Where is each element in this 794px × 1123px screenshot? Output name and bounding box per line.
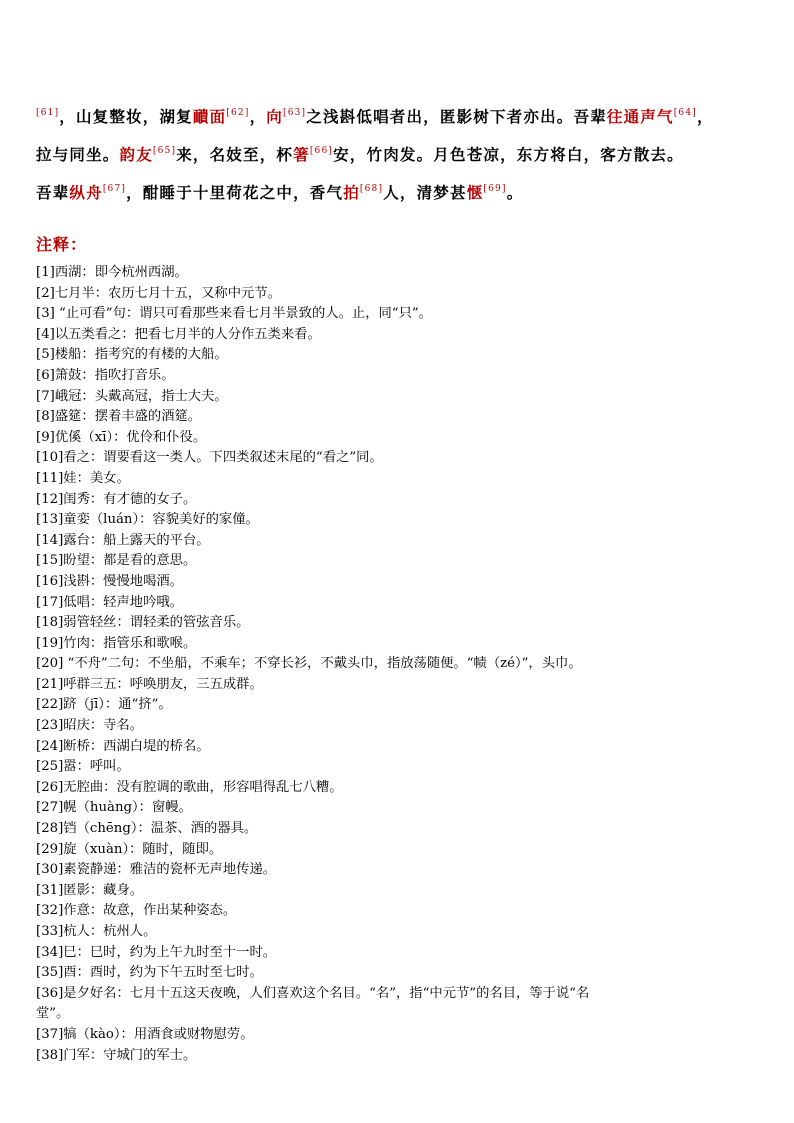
note-item: [12]闺秀：有才德的女子。	[36, 491, 197, 507]
note-item: [9]优傒（xī）：优伶和仆役。	[36, 429, 207, 445]
note-item: [21]呼群三五：呼唤朋友，三五成群。	[36, 676, 263, 692]
note-item: 堂”。	[36, 1006, 70, 1022]
note-item: [4]以五类看之：把看七月半的人分作五类来看。	[36, 326, 321, 342]
note-item: [27]幌（huàng）：窗幔。	[36, 800, 192, 816]
note-item: [35]酉：酉时，约为下午五时至七时。	[36, 965, 263, 981]
note-item: [24]断桥：西湖白堤的桥名。	[36, 738, 210, 754]
passage-text-segment: ，山复整妆，湖复	[59, 107, 193, 126]
note-item: [13]童娈（luán）：容貌美好的家僮。	[36, 512, 259, 528]
passage-text-segment: 人，清梦甚	[383, 183, 467, 202]
passage-text-segment: ，	[249, 107, 267, 126]
highlighted-word: 往通声气	[606, 107, 674, 126]
note-item: [34]巳：巳时，约为上午九时至十一时。	[36, 944, 277, 960]
passage-text-segment: 来，名妓至，杯	[176, 145, 294, 164]
note-item: [29]旋（xuàn）：随时，随即。	[36, 841, 223, 857]
passage-text-segment: ，酣睡于十里荷花之中，香气	[126, 183, 344, 202]
note-item: [5]楼船：指考究的有楼的大船。	[36, 347, 228, 363]
highlighted-word: 向	[266, 107, 283, 126]
passage-text-segment: 安，竹肉发。月色苍凉，东方将白，客方散去。	[333, 145, 684, 164]
notes-heading: 注释：	[36, 235, 88, 254]
note-item: [20] “不舟”二句：不坐船，不乘车；不穿长衫，不戴头巾，指放荡随便。“帻（zé）”，头巾。	[36, 656, 582, 672]
note-item: [8]盛筵：摆着丰盛的酒筵。	[36, 409, 202, 425]
note-reference: [66]	[309, 146, 334, 156]
note-item: [19]竹肉：指管乐和歌喉。	[36, 635, 197, 651]
note-reference: [65]	[152, 146, 177, 156]
note-item: [18]弱管轻丝：谓轻柔的管弦音乐。	[36, 615, 250, 631]
highlighted-word: 拍	[343, 183, 360, 202]
highlighted-word: 靧面	[192, 107, 227, 126]
note-reference: [69]	[483, 184, 507, 194]
highlighted-word: 箸	[293, 145, 310, 164]
note-item: [22]跻（jī）：通“挤”。	[36, 697, 172, 713]
note-item: [1]西湖：即今杭州西湖。	[36, 265, 188, 280]
note-item: [14]露台：船上露天的平台。	[36, 532, 210, 548]
passage-text-segment: 。	[506, 183, 524, 202]
note-item: [11]娃：美女。	[36, 470, 130, 486]
passage-line-1	[36, 98, 766, 136]
note-reference: [64]	[673, 108, 697, 118]
note-reference: [67]	[102, 184, 127, 194]
note-item: [28]铛（chēng）：温茶、酒的器具。	[36, 821, 258, 837]
note-item: [17]低唱：轻声地吟哦。	[36, 594, 183, 610]
notes-list	[36, 263, 766, 1066]
highlighted-word: 韵友	[119, 145, 153, 164]
passage-text	[36, 98, 766, 212]
passage-line-2	[36, 136, 766, 174]
highlighted-word: 惬	[466, 183, 484, 202]
note-reference: [63]	[282, 108, 307, 118]
note-item: [7]峨冠：头戴高冠，指士大夫。	[36, 388, 228, 404]
note-item: [10]看之：谓要看这一类人。下四类叙述末尾的“看之”同。	[36, 450, 383, 466]
note-reference: [62]	[226, 108, 250, 118]
note-item: [38]门军：守城门的军士。	[36, 1047, 197, 1063]
passage-text-segment: 拉与同坐。	[36, 145, 120, 164]
note-item: [25]嚣：呼叫。	[36, 759, 130, 775]
passage-line-3	[36, 174, 766, 212]
note-item: [30]素瓷静递：雅洁的瓷杯无声地传递。	[36, 862, 277, 878]
note-item: [15]盼望：都是看的意思。	[36, 553, 197, 569]
note-item: [6]箫鼓：指吹打音乐。	[36, 367, 175, 383]
note-item: [31]匿影：藏身。	[36, 882, 144, 898]
note-item: [26]无腔曲：没有腔调的歌曲，形容唱得乱七八糟。	[36, 779, 343, 795]
note-reference: [61]	[36, 108, 60, 118]
note-item: [3] “止可看”句：谓只可看那些来看七月半景致的人。止，同“只”。	[36, 306, 432, 322]
note-item: [2]七月半：农历七月十五，又称中元节。	[36, 285, 281, 301]
passage-text-segment: 吾辈	[36, 183, 70, 202]
note-item: [23]昭庆：寺名。	[36, 718, 144, 734]
passage-text-segment: ，	[696, 107, 714, 126]
note-reference: [68]	[359, 184, 384, 194]
highlighted-word: 纵舟	[69, 183, 103, 202]
note-item: [33]杭人：杭州人。	[36, 924, 157, 939]
note-item: [16]浅斟：慢慢地喝酒。	[36, 573, 183, 589]
note-item: [32]作意：故意，作出某种姿态。	[36, 903, 237, 919]
note-item: [36]是夕好名：七月十五这天夜晚，人们喜欢这个名目。“名”，指“中元节”的名目，等于说“名	[36, 985, 590, 1001]
passage-text-segment: 之浅斟低唱者出，匿影树下者亦出。吾辈	[306, 107, 607, 126]
note-item: [37]犒（kào）：用酒食或财物慰劳。	[36, 1026, 254, 1042]
